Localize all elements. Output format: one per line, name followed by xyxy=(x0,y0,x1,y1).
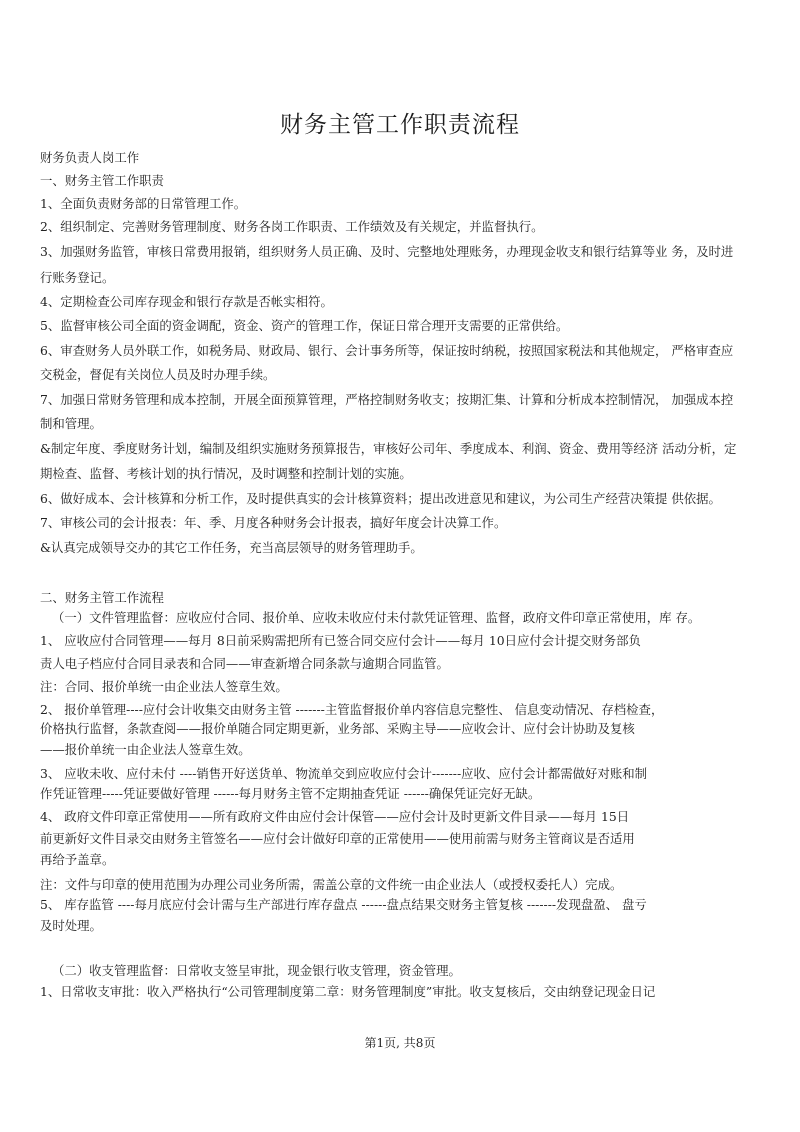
flow-line: 前更新好文件目录交由财务主管签名——应付会计做好印章的正常使用——使用前需与财务主管商议是否适用 xyxy=(40,831,635,846)
flow-line: 3、 应收未收、应付未付 ----销售开好送货单、物流单交到应收应付会计-------应收、应付会计都需做好对账和制 xyxy=(40,766,648,781)
intro-line: 财务负责人岗工作 xyxy=(40,150,140,165)
note-line: 注：合同、报价单统一由企业法人签章生效。 xyxy=(40,679,288,694)
duty-line: &制定年度、季度财务计划，编制及组织实施财务预算报告，审核好公司年、季度成本、利润、资金、费用等经济 活动分析，定 xyxy=(40,441,737,456)
flow-line: 5、 库存监管 ----每月底应付会计需与生产部进行库存盘点 ------盘点结果交财务主管复核 -------发现盘盈、 盘亏 xyxy=(40,897,647,912)
flow-line: 作凭证管理-----凭证要做好管理 ------每月财务主管不定期抽查凭证 ------确保凭证完好无缺。 xyxy=(40,786,541,801)
duty-line: 6、审查财务人员外联工作，如税务局、财政局、银行、会计事务所等，保证按时纳税，按照国家税法和其他规定， 严格审查应 xyxy=(40,343,734,358)
duty-line: 4、定期检查公司库存现金和银行存款是否帐实相符。 xyxy=(40,294,333,309)
subsection-heading: （二）收支管理监督：日常收支签呈审批，现金银行收支管理，资金管理。 xyxy=(52,963,461,978)
page-title: 财务主管工作职责流程 xyxy=(280,112,520,138)
flow-line: 1、 应收应付合同管理——每月 8日前采购需把所有已签合同交应付会计——每月 10日应付会计提交财务部负 xyxy=(40,633,641,648)
duty-line: 1、全面负责财务部的日常管理工作。 xyxy=(40,196,247,211)
duty-line: 制和管理。 xyxy=(40,416,102,431)
flow-line: 1、日常收支审批：收入严格执行“公司管理制度第二章：财务管理制度”审批。收支复核后，交由纳登记现金日记 xyxy=(40,984,656,999)
duty-line: 5、监督审核公司全面的资金调配，资金、资产的管理工作，保证日常合理开支需要的正常供给。 xyxy=(40,318,569,333)
section-1-heading: 一、财务主管工作职责 xyxy=(40,173,164,188)
duty-line: 期检查、监督、考核计划的执行情况，及时调整和控制计划的实施。 xyxy=(40,466,412,481)
flow-line: 责人电子档应付合同目录表和合同——审查新增合同条款与逾期合同监管。 xyxy=(40,656,449,671)
section-2-heading: 二、财务主管工作流程 xyxy=(40,590,164,605)
duty-line: 7、审核公司的会计报表：年、季、月度各种财务会计报表，搞好年度会计决算工作。 xyxy=(40,515,507,530)
duty-line: 6、做好成本、会计核算和分析工作，及时提供真实的会计核算资料；提出改进意见和建议，为公司生产经营决策提 供依据。 xyxy=(40,491,721,506)
duty-line: 交税金，督促有关岗位人员及时办理手续。 xyxy=(40,367,276,382)
flow-line: 4、 政府文件印章正常使用——所有政府文件由应付会计保管——应付会计及时更新文件目录——每月 15日 xyxy=(40,809,630,824)
flow-line: 价格执行监督，条款查阅——报价单随合同定期更新，业务部、采购主导——应收会计、应付会计协助及复核 xyxy=(40,721,635,736)
subsection-heading: （一）文件管理监督：应收应付合同、报价单、应收未收应付未付款凭证管理、监督，政府文件印章正常使用，库 存。 xyxy=(52,610,701,625)
flow-line: ——报价单统一由企业法人签章生效。 xyxy=(40,742,251,757)
note-line: 注：文件与印章的使用范围为办理公司业务所需，需盖公章的文件统一由企业法人（或授权委托人）完成。 xyxy=(40,877,623,892)
flow-line: 再给予盖章。 xyxy=(40,852,115,867)
flow-line: 及时处理。 xyxy=(40,918,102,933)
duty-line: 2、组织制定、完善财务管理制度、财务各岗工作职责、工作绩效及有关规定，并监督执行。 xyxy=(40,219,544,234)
duty-line: 行账务登记。 xyxy=(40,270,115,285)
flow-line: 2、 报价单管理----应付会计收集交由财务主管 -------主管监督报价单内容信息完整性、 信息变动情况、存档检查， xyxy=(40,702,664,717)
duty-line: 3、加强财务监管，审核日常费用报销，组织财务人员正确、及时、完整地处理账务，办理现金收支和银行结算等业 务，及时进 xyxy=(40,244,734,259)
duty-line: 7、加强日常财务管理和成本控制，开展全面预算管理，严格控制财务收支；按期汇集、计算和分析成本控制情况， 加强成本控 xyxy=(40,392,734,407)
page-footer: 第1页, 共8页 xyxy=(364,1036,436,1050)
duty-line: &认真完成领导交办的其它工作任务，充当高层领导的财务管理助手。 xyxy=(40,540,423,555)
